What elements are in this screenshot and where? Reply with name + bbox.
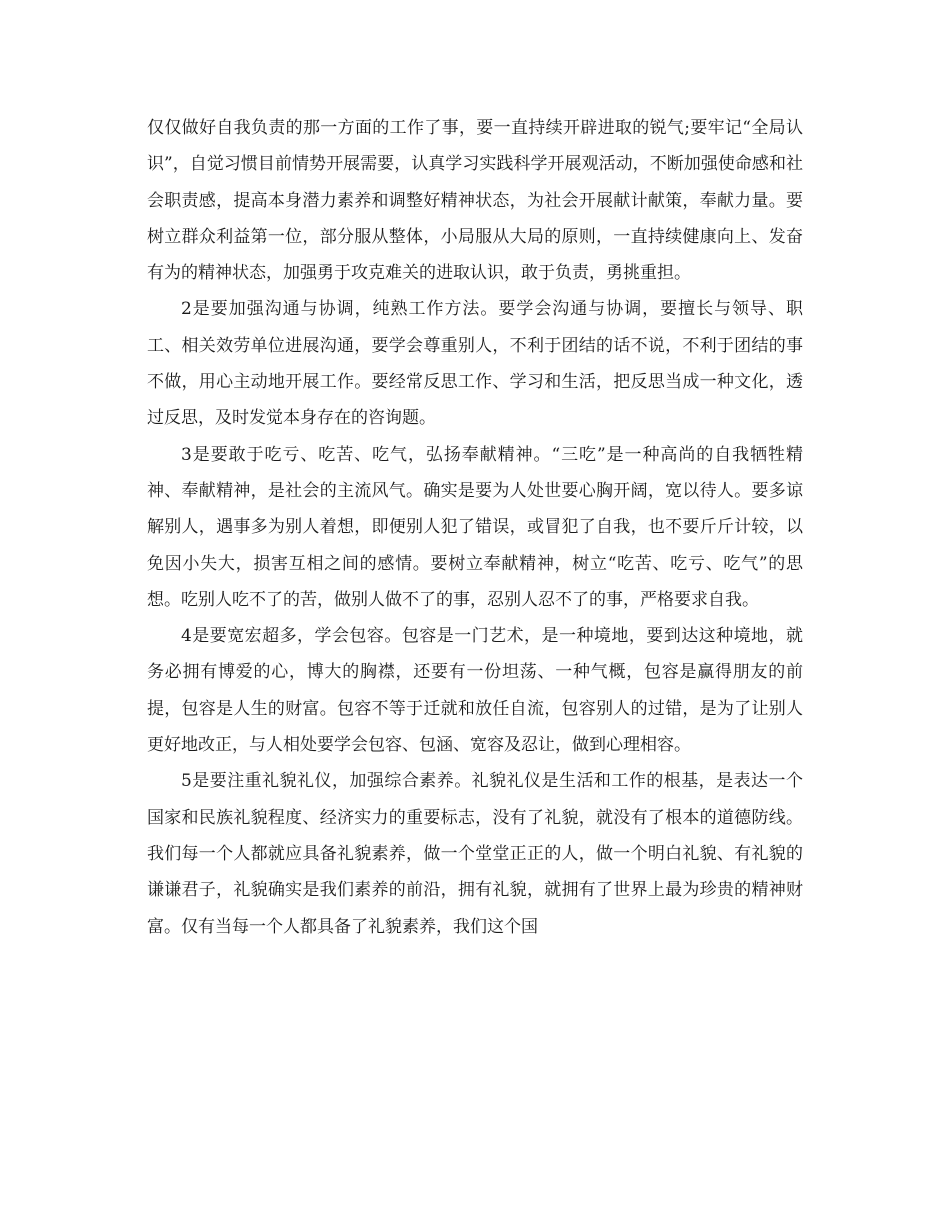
paragraph-item-3: 3是要敢于吃亏、吃苦、吃气，弘扬奉献精神。“三吃”是一种高尚的自我牺牲精神、奉献精神，是社会的主流风气。确实是要为人处世要心胸开阔，宽以待人。要多谅解别人，遇事多为别人着想，即便别人犯了错误，或冒犯了自我，也不要斤斤计较，以免因小失大，损害互相之间的感情。要树立奉献精神，树立“吃苦、吃亏、吃气”的思想。吃别人吃不了的苦，做别人做不了的事，忍别人忍不了的事，严格要求自我。 bbox=[147, 444, 803, 610]
paragraph-continuation: 仅仅做好自我负责的那一方面的工作了事，要一直持续开辟进取的锐气;要牢记“全局认识”，自觉习惯目前情势开展需要，认真学习实践科学开展观活动，不断加强使命感和社会职责感，提高本身潜力素养和调整好精神状态，为社会开展献计献策，奉献力量。要树立群众利益第一位，部分服从整体，小局服从大局的原则，一直持续健康向上、发奋有为的精神状态，加强勇于攻克难关的进取认识，敢于负责，勇挑重担。 bbox=[147, 118, 803, 284]
document-body bbox=[147, 110, 803, 945]
paragraph-item-4: 4是要宽宏超多，学会包容。包容是一门艺术，是一种境地，要到达这种境地，就务必拥有博爱的心，博大的胸襟，还要有一份坦荡、一种气概，包容是赢得朋友的前提，包容是人生的财富。包容不等于迁就和放任自流，包容别人的过错，是为了让别人更好地改正，与人相处要学会包容、包涵、宽容及忍让，做到心理相容。 bbox=[147, 626, 803, 756]
paragraph-item-5: 5是要注重礼貌礼仪，加强综合素养。礼貌礼仪是生活和工作的根基，是表达一个国家和民族礼貌程度、经济实力的重要标志，没有了礼貌，就没有了根本的道德防线。我们每一个人都就应具备礼貌素养，做一个堂堂正正的人，做一个明白礼貌、有礼貌的谦谦君子，礼貌确实是我们素养的前沿，拥有礼貌，就拥有了世界上最为珍贵的精神财富。仅有当每一个人都具备了礼貌素养，我们这个国 bbox=[147, 771, 803, 937]
paragraph-item-2: 2是要加强沟通与协调，纯熟工作方法。要学会沟通与协调，要擅长与领导、职工、相关效劳单位进展沟通，要学会尊重别人，不利于团结的话不说，不利于团结的事不做，用心主动地开展工作。要经常反思工作、学习和生活，把反思当成一种文化，透过反思，及时发觉本身存在的咨询题。 bbox=[147, 299, 803, 429]
